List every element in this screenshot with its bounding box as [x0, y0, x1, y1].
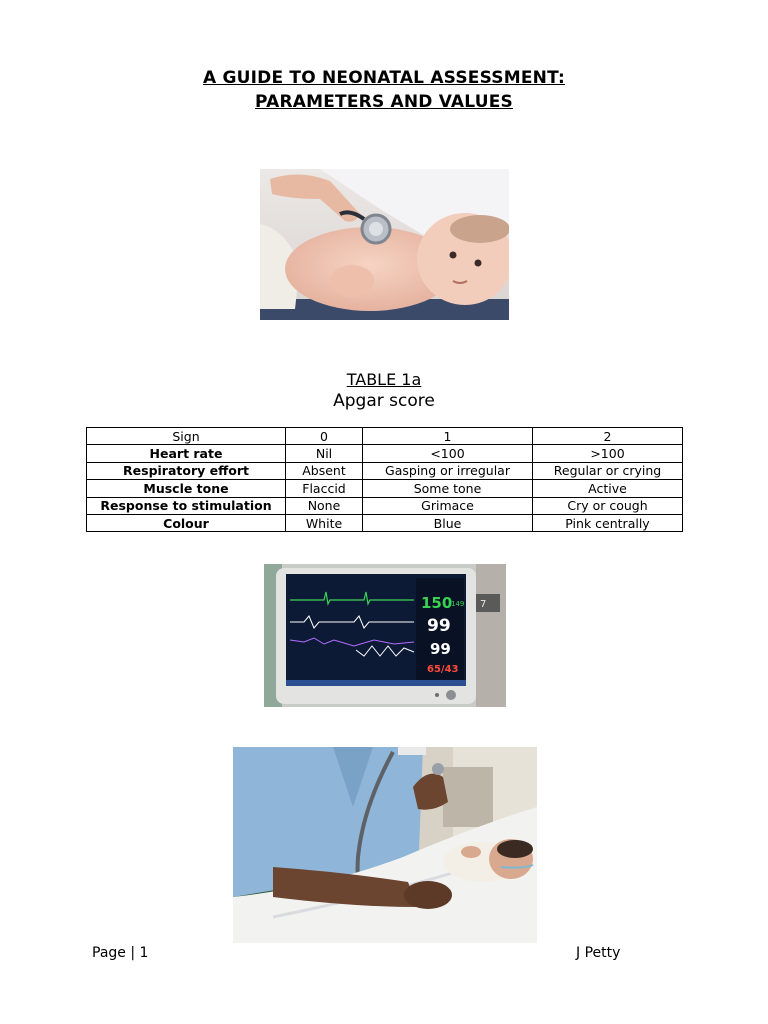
table-cell: None: [286, 497, 363, 514]
page-number: Page | 1: [92, 945, 149, 961]
table-row-label: Response to stimulation: [87, 497, 286, 514]
monitor-heart-rate: 150: [421, 594, 453, 612]
table-cell: Cry or cough: [533, 497, 683, 514]
table-header-cell: 0: [286, 428, 363, 445]
table-cell: Gasping or irregular: [363, 462, 533, 479]
table-header-cell: Sign: [87, 428, 286, 445]
table-row-label: Respiratory effort: [87, 462, 286, 479]
table-cell: Regular or crying: [533, 462, 683, 479]
table-header-cell: 1: [363, 428, 533, 445]
baby-stethoscope-photo: [260, 169, 509, 320]
monitor-bed-number: 7: [480, 599, 487, 610]
table-header-cell: 2: [533, 428, 683, 445]
table-row: [87, 462, 683, 479]
table-cell: >100: [533, 445, 683, 462]
nurse-examining-neonate-photo: [233, 747, 537, 943]
table-cell: White: [286, 514, 363, 531]
monitor-second-reading: 99: [430, 640, 451, 658]
table-label: TABLE 1a: [346, 370, 422, 389]
document-title-line-2: PARAMETERS AND VALUES: [255, 92, 513, 112]
table-row-label: Heart rate: [87, 445, 286, 462]
table-cell: <100: [363, 445, 533, 462]
table-row: [87, 497, 683, 514]
apgar-score-table: [86, 427, 683, 532]
table-cell: Blue: [363, 514, 533, 531]
monitor-heart-rate-secondary: 149: [451, 600, 465, 608]
table-row: [87, 480, 683, 497]
table-row-label: Muscle tone: [87, 480, 286, 497]
table-cell: Flaccid: [286, 480, 363, 497]
document-title-line-1: A GUIDE TO NEONATAL ASSESSMENT:: [203, 68, 565, 88]
table-cell: Some tone: [363, 480, 533, 497]
vital-signs-monitor-photo: [264, 564, 506, 707]
table-cell: Grimace: [363, 497, 533, 514]
table-row: [87, 514, 683, 531]
monitor-blood-pressure: 65/43: [427, 664, 459, 675]
table-row: [87, 445, 683, 462]
table-cell: Nil: [286, 445, 363, 462]
table-title: Apgar score: [333, 391, 435, 411]
table-header-row: [87, 428, 683, 445]
table-row-label: Colour: [87, 514, 286, 531]
table-cell: Absent: [286, 462, 363, 479]
table-cell: Active: [533, 480, 683, 497]
monitor-spo2: 99: [427, 616, 451, 636]
author-name: J Petty: [576, 945, 621, 961]
table-cell: Pink centrally: [533, 514, 683, 531]
